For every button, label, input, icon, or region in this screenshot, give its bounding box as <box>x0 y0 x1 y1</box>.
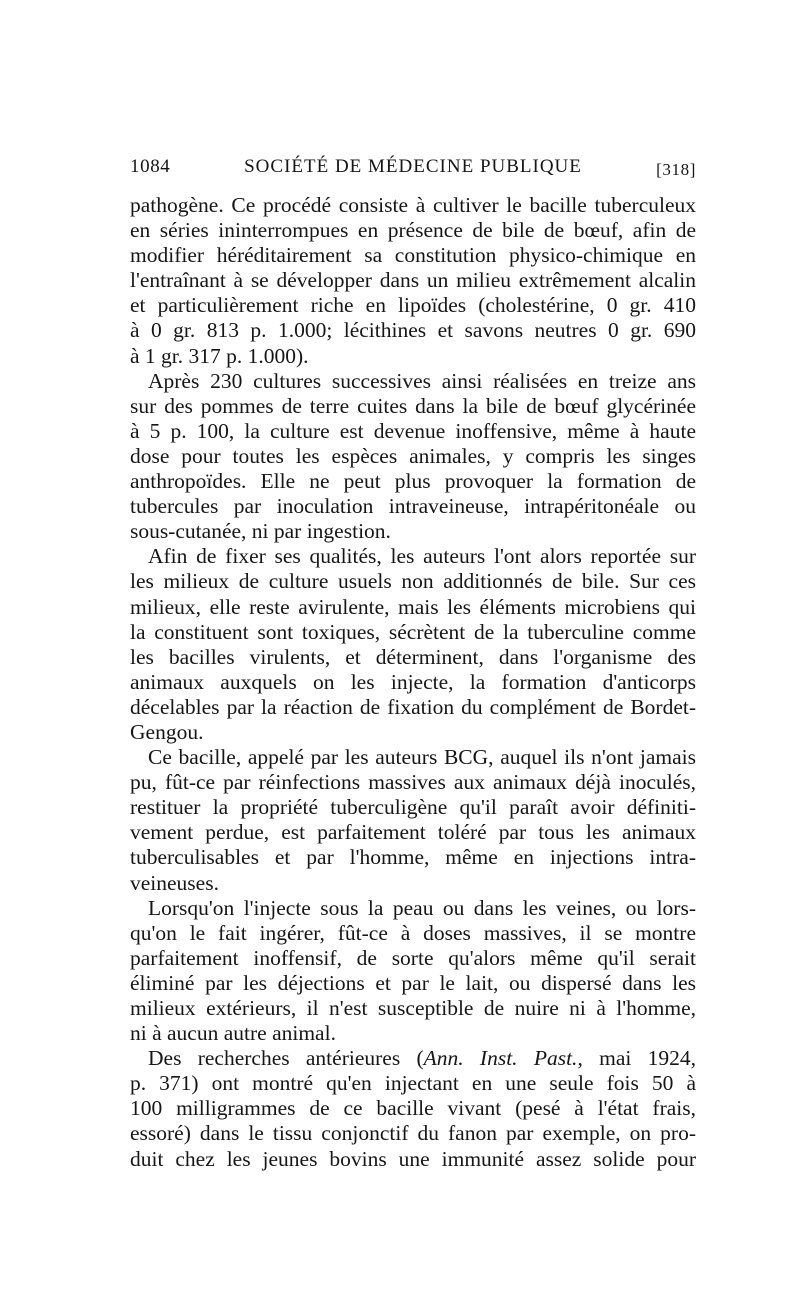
text-line: sous-cutanée, ni par ingestion. <box>130 519 391 544</box>
text-line: 100 milligrammes de ce bacille vivant (pesé à l'état frais, <box>130 1096 696 1121</box>
text-line: tuberculisables et par l'homme, même en injections intra- <box>130 845 696 870</box>
journal-reference: Ann. Inst. Past. <box>423 1046 578 1071</box>
page-number: 1084 <box>130 156 171 177</box>
running-header <box>130 156 696 182</box>
text-line: milieux, elle reste avirulente, mais les éléments microbiens qui <box>130 594 696 619</box>
text-line: en séries ininterrompues en présence de bile de bœuf, afin de <box>130 218 696 243</box>
body-text <box>130 193 696 1172</box>
paragraph-3 <box>130 544 696 745</box>
paragraph-1 <box>130 193 696 369</box>
text-line: les milieux de culture usuels non additionnés de bile. Sur ces <box>130 569 696 594</box>
text-line: veineuses. <box>130 870 219 895</box>
text-line: la constituent sont toxiques, sécrètent de la tuberculine comme <box>130 619 696 644</box>
text-line: et particulièrement riche en lipoïdes (cholestérine, 0 gr. 410 <box>130 293 696 318</box>
journal-title: SOCIÉTÉ DE MÉDECINE PUBLIQUE <box>244 156 582 177</box>
text-line: duit chez les jeunes bovins une immunité assez solide pour <box>130 1146 696 1171</box>
text-line: les bacilles virulents, et déterminent, dans l'organisme des <box>130 644 696 669</box>
text-line: Lorsqu'on l'injecte sous la peau ou dans les veines, ou lors- <box>148 895 696 920</box>
text-line: Afin de fixer ses qualités, les auteurs l'ont alors reportée sur <box>148 544 696 569</box>
text-line: tubercules par inoculation intraveineuse, intrapéritonéale ou <box>130 494 696 519</box>
text-line: Gengou. <box>130 719 204 744</box>
text-line: p. 371) ont montré qu'en injectant en une seule fois 50 à <box>130 1071 696 1096</box>
text-line: à 0 gr. 813 p. 1.000; lécithines et savons neutres 0 gr. 690 <box>130 318 696 343</box>
text-line: pathogène. Ce procédé consiste à cultiver le bacille tuberculeux <box>130 193 696 217</box>
text-line: modifier héréditairement sa constitution physico-chimique en <box>130 243 696 268</box>
text-line: parfaitement inoffensif, de sorte qu'alors même qu'il serait <box>130 945 696 970</box>
text-line: animaux auxquels on les injecte, la formation d'anticorps <box>130 669 696 694</box>
text-line: dose pour toutes les espèces animales, y compris les singes <box>130 443 696 468</box>
text-line: ni à aucun autre animal. <box>130 1021 336 1046</box>
text-line: l'entraînant à se développer dans un milieu extrêmement alcalin <box>130 268 696 293</box>
text-line: essoré) dans le tissu conjonctif du fanon par exemple, on pro- <box>130 1121 696 1146</box>
text-line: Ce bacille, appelé par les auteurs BCG, auquel ils n'ont jamais <box>148 745 696 770</box>
text-line: décelables par la réaction de fixation du complément de Bordet- <box>130 694 696 719</box>
text-line: vement perdue, est parfaitement toléré par tous les animaux <box>130 820 696 845</box>
text-line: Des recherches antérieures (Ann. Inst. Past., mai 1924, <box>148 1046 696 1071</box>
paragraph-2 <box>130 369 696 545</box>
paragraph-5 <box>130 896 696 1047</box>
text-line: sur des pommes de terre cuites dans la bile de bœuf glycérinée <box>130 393 696 418</box>
paragraph-4 <box>130 745 696 896</box>
text-line: Après 230 cultures successives ainsi réalisées en treize ans <box>148 368 696 393</box>
text-line: éliminé par les déjections et par le lait, ou dispersé dans les <box>130 970 696 995</box>
text-line: milieux extérieurs, il n'est susceptible de nuire ni à l'homme, <box>130 996 696 1020</box>
text-line: à 5 p. 100, la culture est devenue inoffensive, même à haute <box>130 418 696 443</box>
text-line: pu, fût-ce par réinfections massives aux animaux déjà inoculés, <box>130 770 696 795</box>
text-line: à 1 gr. 317 p. 1.000). <box>130 343 309 368</box>
text-line: qu'on le fait ingérer, fût-ce à doses massives, il se montre <box>130 920 696 945</box>
paragraph-6 <box>130 1046 696 1171</box>
text-line: restituer la propriété tuberculigène qu'il paraît avoir définiti- <box>130 795 696 820</box>
bracket-page-number: [318] <box>656 160 696 179</box>
text-line: anthropoïdes. Elle ne peut plus provoquer la formation de <box>130 469 696 494</box>
